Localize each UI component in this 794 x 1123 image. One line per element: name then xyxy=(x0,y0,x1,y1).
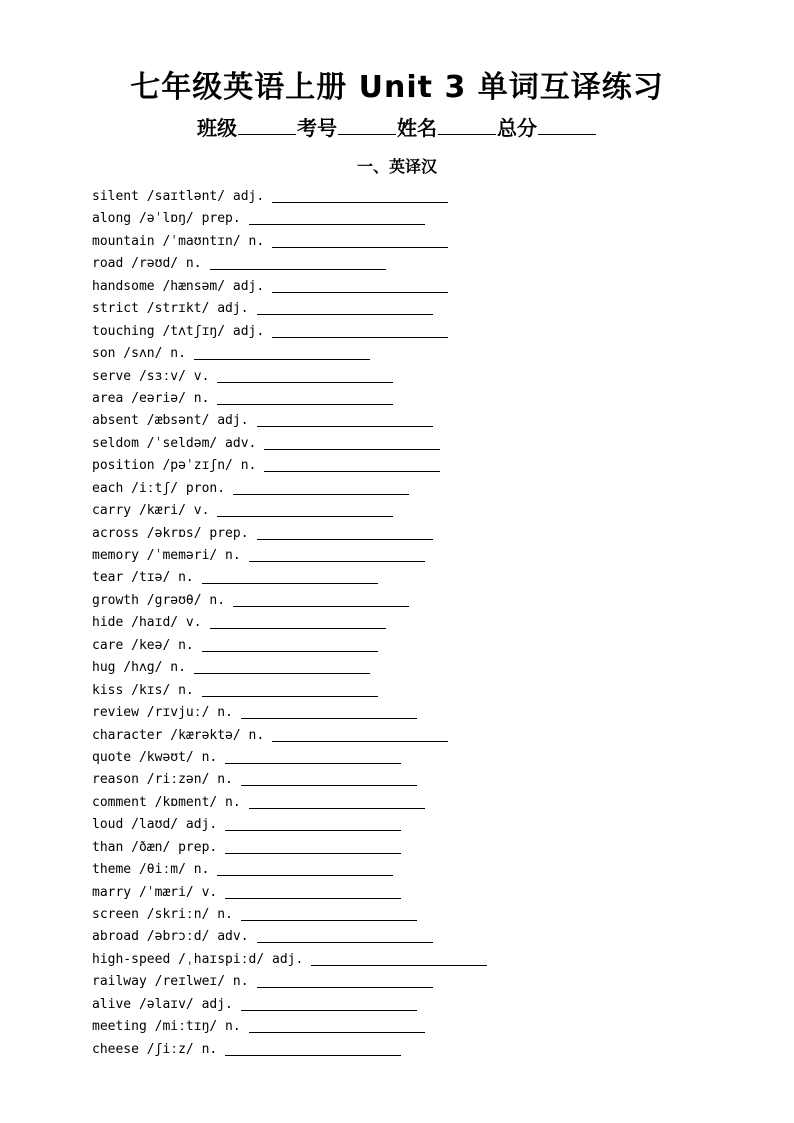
section-title: 一、英译汉 xyxy=(356,157,437,176)
answer-blank[interactable] xyxy=(249,1031,425,1033)
class-blank[interactable] xyxy=(238,133,296,135)
word-entry: mountain /ˈmaʊntɪn/ n. xyxy=(92,233,265,249)
answer-blank[interactable] xyxy=(210,268,386,270)
word-row xyxy=(92,500,752,522)
answer-blank[interactable] xyxy=(272,336,448,338)
word-entry: each /iːtʃ/ pron. xyxy=(92,480,226,496)
answer-blank[interactable] xyxy=(202,582,378,584)
word-entry: loud /laʊd/ adj. xyxy=(92,817,218,833)
word-entry: railway /reɪlweɪ/ n. xyxy=(92,974,249,990)
word-row xyxy=(92,702,752,724)
word-row xyxy=(92,859,752,881)
word-entry: growth /grəʊθ/ n. xyxy=(92,592,226,608)
word-entry: road /rəʊd/ n. xyxy=(92,256,202,272)
word-entry: memory /ˈmeməri/ n. xyxy=(92,548,241,563)
word-row xyxy=(92,635,752,657)
word-row xyxy=(92,792,752,814)
answer-blank[interactable] xyxy=(217,403,393,405)
word-entry: abroad /əbrɔːd/ adv. xyxy=(92,929,249,945)
word-row xyxy=(92,523,752,545)
answer-blank[interactable] xyxy=(272,740,448,742)
word-entry: absent /æbsənt/ adj. xyxy=(92,413,249,429)
word-row xyxy=(92,949,752,971)
word-row xyxy=(92,567,752,589)
answer-blank[interactable] xyxy=(257,538,433,540)
answer-blank[interactable] xyxy=(202,695,378,697)
word-entry: seldom /ˈseldəm/ adv. xyxy=(92,435,257,451)
word-row xyxy=(92,590,752,612)
word-entry: serve /sɜːv/ v. xyxy=(92,368,210,384)
word-entry: marry /ˈmæri/ v. xyxy=(92,884,218,900)
word-row xyxy=(92,298,752,320)
answer-blank[interactable] xyxy=(225,897,401,899)
answer-blank[interactable] xyxy=(257,986,433,988)
word-row xyxy=(92,1016,752,1038)
answer-blank[interactable] xyxy=(225,1054,401,1056)
name-blank[interactable] xyxy=(438,133,496,135)
answer-blank[interactable] xyxy=(194,672,370,674)
word-entry: hide /haɪd/ v. xyxy=(92,615,202,631)
word-row xyxy=(92,725,752,747)
word-entry: son /sʌn/ n. xyxy=(92,346,186,362)
word-entry: screen /skriːn/ n. xyxy=(92,907,233,922)
word-row xyxy=(92,253,752,275)
answer-blank[interactable] xyxy=(272,201,448,203)
word-row xyxy=(92,343,752,365)
word-row xyxy=(92,657,752,679)
word-entry: quote /kwəʊt/ n. xyxy=(92,749,218,765)
word-row xyxy=(92,410,752,432)
answer-blank[interactable] xyxy=(272,246,448,248)
word-row xyxy=(92,231,752,253)
word-entry: hug /hʌg/ n. xyxy=(92,660,186,676)
answer-blank[interactable] xyxy=(311,964,487,966)
word-entry: than /ðæn/ prep. xyxy=(92,839,218,855)
answer-blank[interactable] xyxy=(225,762,401,764)
word-entry: carry /kæri/ v. xyxy=(92,503,210,519)
word-row xyxy=(92,680,752,702)
word-row xyxy=(92,971,752,993)
answer-blank[interactable] xyxy=(241,717,417,719)
word-row xyxy=(92,904,752,926)
word-list xyxy=(92,186,752,1061)
word-entry: kiss /kɪs/ n. xyxy=(92,682,194,698)
word-row xyxy=(92,882,752,904)
word-entry: cheese /ʃiːz/ n. xyxy=(92,1041,218,1057)
word-entry: comment /kɒment/ n. xyxy=(92,794,241,810)
word-row xyxy=(92,837,752,859)
answer-blank[interactable] xyxy=(272,291,448,293)
word-row xyxy=(92,276,752,298)
word-entry: meeting /miːtɪŋ/ n. xyxy=(92,1019,241,1035)
answer-blank[interactable] xyxy=(249,223,425,225)
id-blank[interactable] xyxy=(338,133,396,135)
word-entry: tear /tɪə/ n. xyxy=(92,570,194,586)
word-row xyxy=(92,747,752,769)
word-entry: high-speed /ˌhaɪspiːd/ adj. xyxy=(92,951,304,967)
answer-blank[interactable] xyxy=(249,807,425,809)
word-row xyxy=(92,433,752,455)
answer-blank[interactable] xyxy=(241,784,417,786)
word-row xyxy=(92,545,752,567)
page-title: 七年级英语上册 Unit 3 单词互译练习 xyxy=(130,70,664,105)
name-label: 姓名 xyxy=(397,116,437,140)
word-entry: care /keə/ n. xyxy=(92,637,194,653)
answer-blank[interactable] xyxy=(241,1009,417,1011)
word-row xyxy=(92,612,752,634)
word-row xyxy=(92,366,752,388)
word-entry: silent /saɪtlənt/ adj. xyxy=(92,189,265,204)
word-entry: review /rɪvjuː/ n. xyxy=(92,705,233,721)
score-label: 总分 xyxy=(497,116,537,140)
answer-blank[interactable] xyxy=(264,448,440,450)
answer-blank[interactable] xyxy=(194,358,370,360)
word-entry: across /əkrɒs/ prep. xyxy=(92,525,249,541)
word-row xyxy=(92,994,752,1016)
word-row xyxy=(92,208,752,230)
score-blank[interactable] xyxy=(538,133,596,135)
word-entry: character /kærəktə/ n. xyxy=(92,727,265,743)
word-row xyxy=(92,769,752,791)
word-entry: strict /strɪkt/ adj. xyxy=(92,301,249,317)
word-row xyxy=(92,926,752,948)
word-row xyxy=(92,1039,752,1061)
student-info-line xyxy=(0,112,794,141)
answer-blank[interactable] xyxy=(233,605,409,607)
word-entry: area /eəriə/ n. xyxy=(92,390,210,406)
word-row xyxy=(92,455,752,477)
answer-blank[interactable] xyxy=(257,941,433,943)
answer-blank[interactable] xyxy=(249,560,425,562)
answer-blank[interactable] xyxy=(217,381,393,383)
answer-blank[interactable] xyxy=(225,829,401,831)
answer-blank[interactable] xyxy=(225,852,401,854)
answer-blank[interactable] xyxy=(241,919,417,921)
word-entry: along /əˈlɒŋ/ prep. xyxy=(92,211,241,227)
word-row xyxy=(92,388,752,410)
word-entry: touching /tʌtʃɪŋ/ adj. xyxy=(92,323,265,339)
class-label: 班级 xyxy=(197,116,237,140)
id-label: 考号 xyxy=(297,116,337,140)
answer-blank[interactable] xyxy=(210,627,386,629)
word-entry: handsome /hænsəm/ adj. xyxy=(92,278,265,294)
answer-blank[interactable] xyxy=(217,874,393,876)
answer-blank[interactable] xyxy=(257,425,433,427)
word-entry: reason /riːzən/ n. xyxy=(92,772,233,788)
answer-blank[interactable] xyxy=(217,515,393,517)
word-row xyxy=(92,321,752,343)
word-entry: theme /θiːm/ n. xyxy=(92,862,210,878)
answer-blank[interactable] xyxy=(257,313,433,315)
word-row xyxy=(92,814,752,836)
answer-blank[interactable] xyxy=(264,470,440,472)
word-entry: alive /əlaɪv/ adj. xyxy=(92,996,233,1012)
word-entry: position /pəˈzɪʃn/ n. xyxy=(92,458,257,474)
word-row xyxy=(92,478,752,500)
answer-blank[interactable] xyxy=(202,650,378,652)
answer-blank[interactable] xyxy=(233,493,409,495)
word-row xyxy=(92,186,752,208)
